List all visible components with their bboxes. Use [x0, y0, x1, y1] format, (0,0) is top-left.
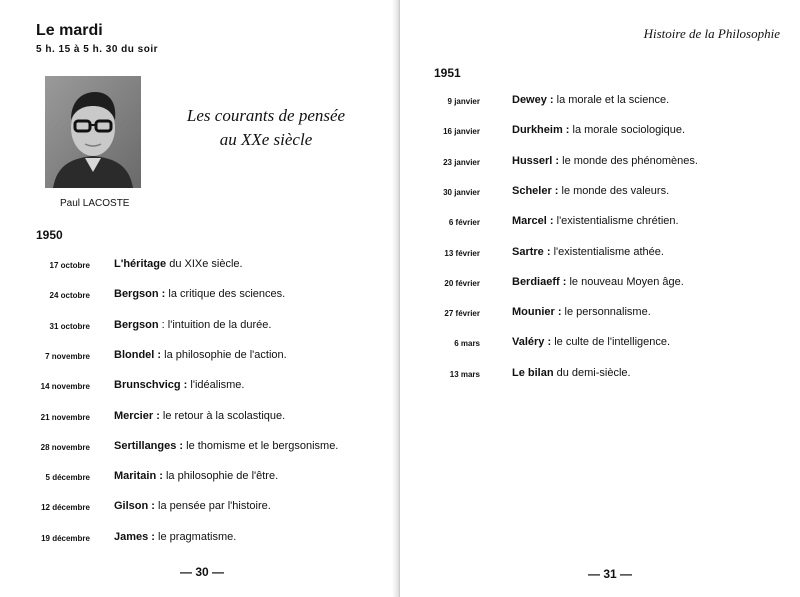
- lecture-topic: le retour à la scolastique.: [159, 409, 286, 422]
- lecture-date: 6 mars: [454, 339, 480, 349]
- lecture-entry: [512, 185, 669, 197]
- lecture-topic: du XIXe siècle.: [166, 258, 243, 270]
- lecture-date: 13 février: [444, 248, 480, 258]
- lecture-topic: le nouveau Moyen âge.: [566, 275, 684, 288]
- lecture-topic: le personnalisme.: [561, 306, 651, 319]
- right-page: [400, 0, 800, 597]
- lecture-date: 20 février: [444, 278, 480, 288]
- philosopher-name: Husserl :: [512, 154, 560, 167]
- lecture-date: 7 novembre: [45, 351, 90, 361]
- lecture-entry: [114, 319, 271, 331]
- lecture-date: 21 novembre: [40, 412, 90, 422]
- lecture-entry: [512, 306, 651, 318]
- lecture-entry: [114, 531, 236, 543]
- running-header: Histoire de la Philosophie: [643, 26, 780, 41]
- day-title: Le mardi: [36, 22, 103, 39]
- lecture-date: 27 février: [444, 309, 480, 319]
- lecture-topic: l'existentialisme athée.: [550, 245, 664, 258]
- page-number: — 31 —: [588, 567, 633, 581]
- page-number: — 30 —: [180, 565, 225, 579]
- time-slot: 5 h. 15 à 5 h. 30 du soir: [36, 44, 158, 55]
- lecture-topic: le monde des phénomènes.: [559, 154, 698, 167]
- lecture-date: 12 décembre: [41, 503, 90, 513]
- lecture-topic: l'existentialisme chrétien.: [553, 215, 679, 228]
- lecture-entry: [512, 215, 679, 227]
- philosopher-name: Marcel :: [512, 215, 554, 228]
- lecture-entry: [114, 410, 285, 422]
- philosopher-name: Bergson: [114, 318, 159, 331]
- philosopher-name: Dewey :: [512, 94, 554, 106]
- year-heading: 1951: [434, 66, 461, 80]
- lecture-entry: [114, 258, 243, 270]
- lecture-entry: [114, 379, 244, 391]
- lecture-entry: [114, 349, 287, 361]
- philosopher-name: Maritain :: [114, 470, 163, 483]
- lecture-date: 23 janvier: [443, 157, 480, 167]
- philosopher-name: Le bilan: [512, 366, 554, 379]
- philosopher-name: Sertillanges :: [114, 439, 184, 452]
- speaker-portrait: [45, 76, 141, 188]
- lecture-topic: l'idéalisme.: [187, 379, 245, 392]
- lecture-entry: [512, 367, 631, 379]
- philosopher-name: Sartre :: [512, 245, 551, 258]
- lecture-title-line-1: Les courants de pensée: [186, 106, 346, 125]
- lecture-topic: la pensée par l'histoire.: [154, 500, 271, 513]
- philosopher-name: Mercier :: [114, 409, 160, 422]
- lecture-topic: le monde des valeurs.: [558, 184, 670, 197]
- lecture-entry: [114, 288, 285, 300]
- lecture-topic: la morale et la science.: [553, 94, 670, 106]
- lecture-date: 30 janvier: [443, 187, 480, 197]
- lecture-entry: [114, 500, 271, 512]
- lecture-topic: : l'intuition de la durée.: [158, 318, 272, 331]
- lecture-date: 24 octobre: [49, 291, 90, 301]
- lecture-topic: le culte de l'intelligence.: [551, 336, 671, 349]
- speaker-name: Paul LACOSTE: [60, 198, 130, 209]
- lecture-date: 13 mars: [449, 369, 480, 379]
- lecture-topic: la morale sociologique.: [569, 124, 686, 137]
- lecture-topic: la critique des sciences.: [165, 288, 286, 301]
- philosopher-name: James :: [114, 530, 155, 543]
- lecture-entry: [512, 336, 670, 348]
- lecture-topic: le thomisme et le bergsonisme.: [183, 439, 339, 452]
- lecture-entry: [512, 124, 685, 136]
- philosopher-name: L'héritage: [114, 258, 167, 270]
- lecture-entry: [114, 470, 278, 482]
- lecture-date: 28 novembre: [40, 442, 90, 452]
- lecture-entry: [512, 276, 684, 288]
- lecture-series-title: [166, 104, 366, 152]
- lecture-title-line-2: au XXe siècle: [219, 130, 313, 149]
- lecture-entry: [114, 440, 338, 452]
- lecture-date: 16 janvier: [443, 127, 480, 137]
- lecture-topic: le pragmatisme.: [154, 530, 237, 543]
- lecture-topic: la philosophie de l'être.: [162, 470, 279, 483]
- philosopher-name: Scheler :: [512, 184, 559, 197]
- lecture-date: 5 décembre: [45, 473, 90, 483]
- year-heading: 1950: [36, 228, 63, 242]
- portrait-photo-icon: [45, 76, 141, 188]
- lecture-topic: du demi-siècle.: [553, 366, 631, 379]
- lecture-entry: [512, 94, 669, 106]
- lecture-date: 6 février: [448, 218, 480, 228]
- lecture-topic: la philosophie de l'action.: [161, 348, 287, 361]
- philosopher-name: Bergson :: [114, 288, 166, 301]
- philosopher-name: Gilson :: [114, 500, 155, 513]
- lecture-date: 31 octobre: [49, 321, 90, 331]
- philosopher-name: Durkheim :: [512, 124, 570, 137]
- lecture-date: 9 janvier: [447, 97, 480, 106]
- philosopher-name: Blondel :: [114, 348, 162, 361]
- philosopher-name: Brunschvicg :: [114, 379, 188, 392]
- philosopher-name: Berdiaeff :: [512, 275, 567, 288]
- lecture-entry: [512, 246, 664, 258]
- philosopher-name: Valéry :: [512, 336, 552, 349]
- lecture-date: 19 décembre: [41, 533, 90, 543]
- lecture-date: 14 novembre: [40, 382, 90, 392]
- lecture-entry: [512, 155, 698, 167]
- lecture-date: 17 octobre: [49, 261, 90, 270]
- philosopher-name: Mounier :: [512, 306, 562, 319]
